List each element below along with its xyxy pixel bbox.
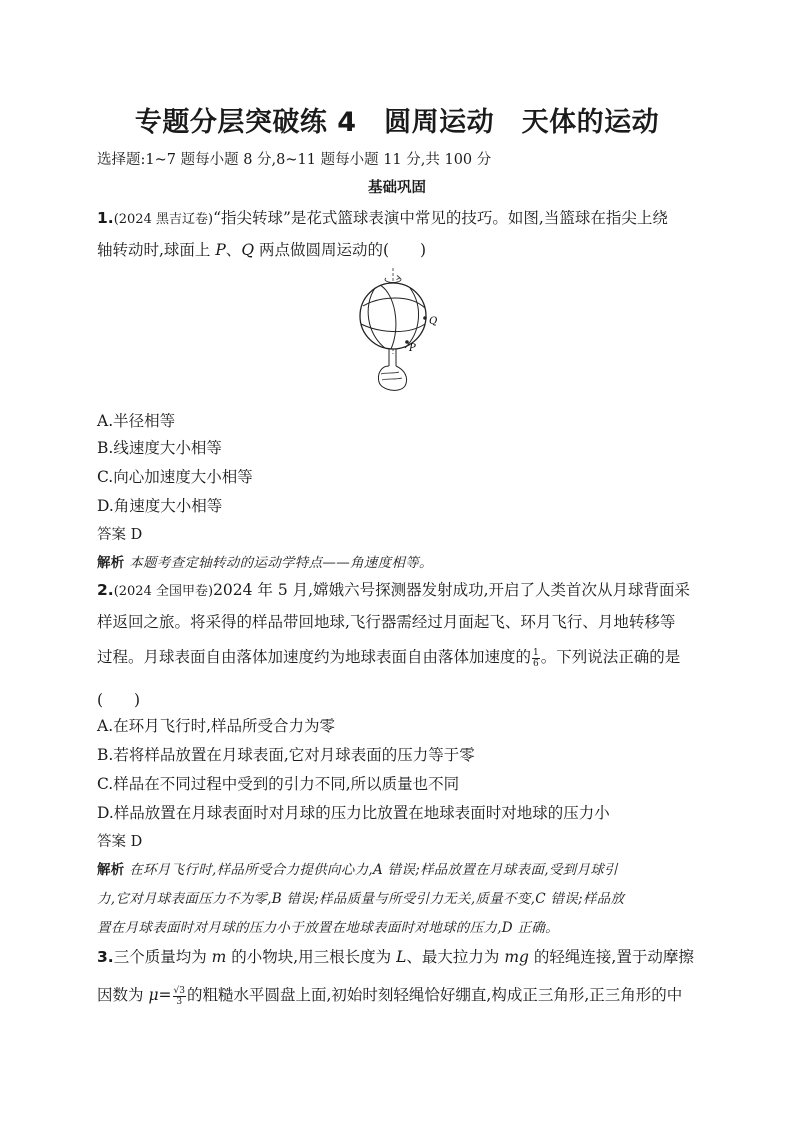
q3-text-part: 因数为 bbox=[97, 986, 149, 1004]
q2-text-part: 过程。月球表面自由落体加速度约为地球表面自由落体加速度的 bbox=[97, 648, 532, 666]
q2-text: 2024 年 5 月,嫦娥六号探测器发射成功,开启了人类首次从月球背面采 bbox=[213, 581, 691, 599]
q3-text-part: 的粗糙水平圆盘上面,初始时刻轻绳恰好绷直,构成正三角形,正三角形的中 bbox=[186, 986, 683, 1004]
q1-option-c: C.向心加速度大小相等 bbox=[97, 468, 253, 486]
q3-text-part: 、最大拉力为 bbox=[406, 948, 505, 966]
basketball-finger-figure bbox=[355, 266, 445, 396]
q2-stem-line3 bbox=[97, 645, 680, 669]
fraction-root3-over-3 bbox=[173, 986, 186, 1007]
q1-stem-line2 bbox=[97, 238, 426, 260]
q1-source: (2024 黑吉辽卷) bbox=[113, 212, 214, 227]
fraction-one-sixth bbox=[532, 648, 540, 669]
q2-stem-line1 bbox=[97, 578, 690, 600]
q3-stem-line2 bbox=[97, 983, 682, 1007]
q1-answer: 答案 D bbox=[97, 527, 143, 543]
q1-text: “指尖转球”是花式篮球表演中常见的技巧。如图,当篮球在指尖上绕 bbox=[213, 209, 668, 227]
q1-var-p: P bbox=[215, 241, 226, 259]
q3-var-l: L bbox=[396, 948, 407, 966]
q3-var-mu: μ bbox=[148, 986, 159, 1004]
q1-option-a: A.半径相等 bbox=[97, 412, 176, 430]
q2-number: 2. bbox=[97, 581, 114, 599]
q2-expl-text: 在环月飞行时,样品所受合力提供向心力,A 错误;样品放置在月球表面,受到月球引 bbox=[124, 862, 618, 878]
score-intro: 选择题:1~7 题每小题 8 分,8~11 题每小题 11 分,共 100 分 bbox=[97, 152, 492, 168]
q2-explanation-line2: 力,它对月球表面压力不为零,B 错误;样品质量与所受引力无关,质量不变,C 错误;样品放 bbox=[97, 891, 625, 907]
q1-number: 1. bbox=[97, 209, 114, 227]
q3-var-mg: mg bbox=[504, 948, 529, 966]
q1-expl-text: 本题考查定轴转动的运动学特点——角速度相等。 bbox=[124, 555, 433, 571]
q1-option-b: B.线速度大小相等 bbox=[97, 439, 222, 457]
q3-text-part: 三个质量均为 bbox=[113, 948, 212, 966]
q1-var-q: Q bbox=[241, 241, 255, 259]
q2-option-a: A.在环月飞行时,样品所受合力为零 bbox=[97, 717, 336, 735]
frac-den: 3 bbox=[176, 996, 183, 1007]
q1-text-part: 轴转动时,球面上 bbox=[97, 241, 216, 259]
q1-expl-tag: 解析 bbox=[97, 555, 125, 571]
q2-option-c: C.样品在不同过程中受到的引力不同,所以质量也不同 bbox=[97, 775, 460, 793]
q1-stem-line1 bbox=[97, 206, 668, 228]
page-title: 专题分层突破练 4 圆周运动 天体的运动 bbox=[134, 107, 660, 138]
q3-text-part: 的轻绳连接,置于动摩擦 bbox=[528, 948, 694, 966]
q1-sep: 、 bbox=[225, 241, 242, 259]
q2-source: (2024 全国甲卷) bbox=[113, 584, 214, 599]
q2-expl-tag: 解析 bbox=[97, 862, 125, 878]
q3-stem-line1 bbox=[97, 945, 694, 967]
q2-explanation-line1 bbox=[97, 858, 618, 878]
q2-stem-line4: ( ) bbox=[97, 691, 141, 709]
q3-var-m: m bbox=[211, 948, 227, 966]
q2-option-b: B.若将样品放置在月球表面,它对月球表面的压力等于零 bbox=[97, 746, 475, 764]
q3-text-part: 的小物块,用三根长度为 bbox=[226, 948, 397, 966]
frac-num: 1 bbox=[533, 647, 539, 658]
q1-explanation bbox=[97, 551, 433, 571]
q3-number: 3. bbox=[97, 948, 114, 966]
q3-equals: = bbox=[158, 986, 172, 1004]
q2-answer: 答案 D bbox=[97, 834, 143, 850]
q1-text-part: 两点做圆周运动的( ) bbox=[254, 241, 427, 259]
figure-label-q: Q bbox=[429, 316, 438, 327]
frac-den: 6 bbox=[533, 658, 539, 669]
frac-num: √3 bbox=[173, 985, 185, 996]
q2-explanation-line3: 置在月球表面时对月球的压力小于放置在地球表面时对地球的压力,D 正确。 bbox=[97, 920, 559, 936]
q2-stem-line2: 样返回之旅。将采得的样品带回地球,飞行器需经过月面起飞、环月飞行、月地转移等 bbox=[97, 613, 676, 631]
figure-label-p: P bbox=[409, 343, 416, 354]
q2-option-d: D.样品放置在月球表面时对月球的压力比放置在地球表面时对地球的压力小 bbox=[97, 804, 610, 822]
section-heading: 基础巩固 bbox=[368, 180, 426, 196]
q2-text-part: 。下列说法正确的是 bbox=[540, 648, 681, 666]
q1-option-d: D.角速度大小相等 bbox=[97, 497, 223, 515]
